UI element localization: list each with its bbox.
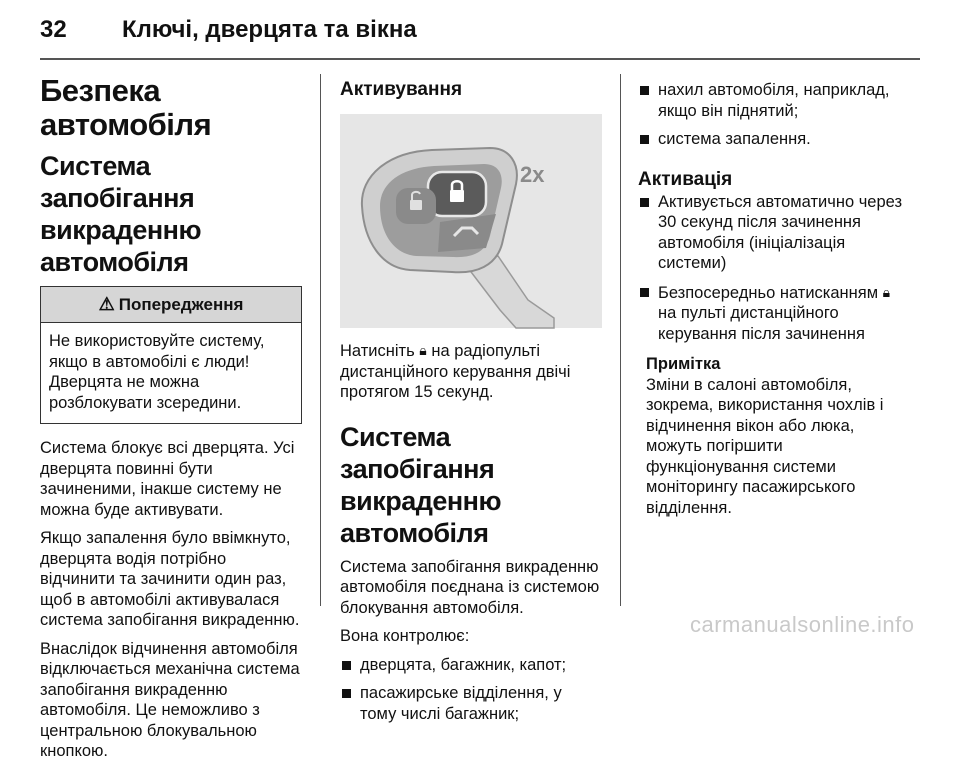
activation-heading: Активування (340, 79, 463, 100)
remote-key-illustration (340, 114, 602, 328)
warning-header (41, 287, 301, 323)
column-divider-2 (620, 74, 621, 606)
page-number: 32 (40, 16, 67, 43)
paragraph: Система блокує всі дверцята. Усі дверцята повинні бути зачиненими, інакше систему не можна буде активувати. (40, 439, 295, 519)
list-item: пасажирське відділення, у тому числі багажник; (340, 683, 602, 724)
monitored-list (340, 655, 602, 725)
section-title-vehicle-security: Безпека автомобіля (40, 73, 212, 142)
note-title: Примітка (646, 355, 721, 373)
lock-icon: 🔒︎ (882, 283, 891, 300)
column-3 (638, 74, 904, 518)
list-item: нахил автомобіля, наприклад, якщо він піднятий; (638, 80, 904, 121)
paragraph: Система запобігання викраденню автомобіля поєднана із системою блокування автомобіля. (340, 557, 600, 617)
section-title-line1: Система запобігання (340, 421, 495, 484)
warning-box (40, 286, 302, 424)
list-item: Безпосередньо натисканням 🔒︎ на пульті дистанційного керування після зачинення (638, 282, 904, 345)
square-bullet-icon (342, 689, 351, 698)
subsection-title (40, 150, 302, 278)
paragraph: Якщо запалення було ввімкнуто, дверцята водія потрібно відчинити та зачинити один раз, щоб в автомобілі активувалася система запобігання викраденню. (40, 529, 300, 629)
subsection-title-line2: викраденню автомобіля (40, 215, 202, 277)
warning-text: Не використовуйте систему, якщо в автомобілі є люди! Дверцята не можна розблокувати зсередини. (49, 332, 265, 412)
column-divider-1 (320, 74, 321, 606)
watermark: carmanualsonline.info (690, 612, 915, 637)
section-title-line2: викраденню автомобіля (340, 485, 502, 548)
page-header (40, 12, 920, 52)
paragraph: Вона контролює: (340, 627, 470, 645)
square-bullet-icon (640, 86, 649, 95)
remote-key-drawing (340, 114, 602, 328)
warning-heading: Попередження (118, 294, 244, 314)
square-bullet-icon (640, 135, 649, 144)
note-text: Зміни в салоні автомобіля, зокрема, використання чохлів і відчинення вікон або люка, можуть погіршити функціонування системи моніторингу пасажирського відділення. (646, 375, 884, 517)
activation-list (638, 192, 904, 345)
activation-caption: Натисніть 🔒︎ на радіопульті дистанційного керування двічі протягом 15 секунд. (340, 342, 571, 401)
page-title: Ключі, дверцята та вікна (122, 16, 417, 43)
subsection-title-line1: Система запобігання (40, 151, 195, 213)
list-item: Активується автоматично через 30 секунд після зачинення автомобіля (ініціалізація системи) (638, 192, 904, 274)
square-bullet-icon (640, 288, 649, 297)
list-item: дверцята, багажник, капот; (340, 655, 602, 676)
activation-heading-2: Активація (638, 168, 733, 190)
section-title-anti-theft (340, 421, 602, 549)
list-item: система запалення. (638, 129, 904, 150)
paragraph: Внаслідок відчинення автомобіля відключається механічна система запобігання викраденню автомобіля. Це неможливо з центральною блокувальною кнопкою. (40, 639, 300, 760)
square-bullet-icon (342, 661, 351, 670)
column-2 (340, 74, 602, 724)
warning-triangle-icon: ⚠ (98, 294, 115, 314)
header-divider (40, 58, 920, 60)
square-bullet-icon (640, 198, 649, 207)
note-block (638, 354, 904, 518)
lock-icon: 🔒︎ (419, 342, 427, 358)
figure-label-2x: 2x (520, 162, 545, 187)
monitored-list-continued (638, 80, 904, 150)
column-1 (40, 74, 302, 762)
